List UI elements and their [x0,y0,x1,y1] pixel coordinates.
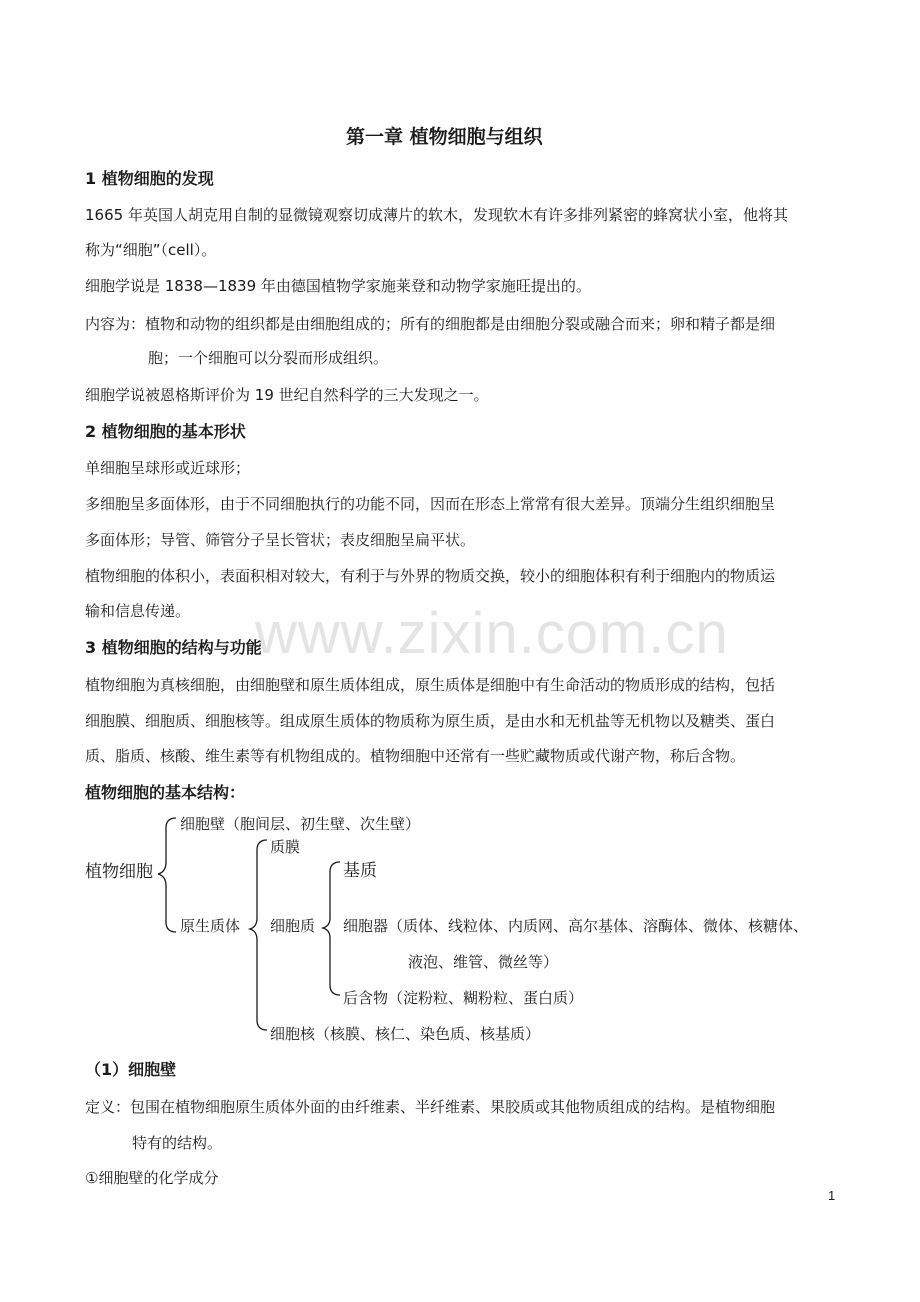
section-4-heading: （1）细胞壁 [85,1060,177,1079]
chapter-title: 第一章 植物细胞与组织 [346,126,543,148]
section-1-heading: 1 植物细胞的发现 [85,169,214,188]
root-brace [158,818,176,932]
s2-paragraph-2-line-2: 多面体形；导管、筛管分子呈长管状；表皮细胞呈扁平状。 [85,531,476,549]
list-item-1: ①细胞壁的化学成分 [85,1169,219,1187]
s1-paragraph-3-line-2: 胞；一个细胞可以分裂而形成组织。 [148,349,389,367]
s1-paragraph-1-line-1: 1665 年英国人胡克用自制的显微镜观察切成薄片的软木，发现软木有许多排列紧密的蜂窝状小室，他将其 [85,206,788,224]
s2-paragraph-3-line-2: 输和信息传递。 [85,602,191,620]
s2-paragraph-3-line-1: 植物细胞的体积小，表面积相对较大，有利于与外界的物质交换，较小的细胞体积有利于细胞内的物质运 [85,567,776,585]
ergastic-node: 后含物（淀粉粒、糊粉粒、蛋白质） [343,989,584,1007]
cytoplasm-node: 细胞质 [270,917,316,935]
s2-paragraph-2-line-1: 多细胞呈多面体形，由于不同细胞执行的功能不同，因而在形态上常常有很大差异。顶端分生组织细胞呈 [85,495,776,513]
s1-paragraph-3-line-1: 内容为：植物和动物的组织都是由细胞组成的；所有的细胞都是由细胞分裂或融合而来；卵和精子都是细 [85,315,776,333]
organelles-node-line-1: 细胞器（质体、线粒体、内质网、高尔基体、溶酶体、微体、核糖体、 [343,917,809,935]
page-number: 1 [828,1188,836,1203]
structure-heading: 植物细胞的基本结构： [85,783,246,802]
s1-paragraph-2: 细胞学说是 1838—1839 年由德国植物学家施莱登和动物学家施旺提出的。 [85,277,591,295]
nucleus-node: 细胞核（核膜、核仁、染色质、核基质） [270,1025,541,1043]
watermark: www.zixin.com.cn [255,601,729,666]
organelles-node-line-2: 液泡、维管、微丝等） [408,953,559,971]
matrix-node: 基质 [343,861,377,881]
plant-cell-root-node: 植物细胞 [85,862,153,882]
s3-paragraph-line-1: 植物细胞为真核细胞，由细胞壁和原生质体组成，原生质体是细胞中有生命活动的物质形成的结构，包括 [85,676,776,694]
section-2-heading: 2 植物细胞的基本形状 [85,422,246,441]
definition-line-2: 特有的结构。 [132,1134,223,1152]
definition-line-1: 定义：包围在植物细胞原生质体外面的由纤维素、半纤维素、果胶质或其他物质组成的结构。是植物细胞 [85,1098,776,1116]
membrane-node: 质膜 [270,838,301,856]
cell-wall-node: 细胞壁（胞间层、初生壁、次生壁） [180,815,421,833]
cytoplasm-brace [323,862,340,995]
s3-paragraph-line-3: 质、脂质、核酸、维生素等有机物组成的。植物细胞中还常有一些贮藏物质或代谢产物，称后含物。 [85,747,746,765]
s1-paragraph-1-line-2: 称为“细胞”（cell）。 [85,241,217,259]
protoplast-node: 原生质体 [180,917,241,935]
s2-paragraph-1: 单细胞呈球形或近球形； [85,459,251,477]
section-3-heading: 3 植物细胞的结构与功能 [85,638,262,657]
s3-paragraph-line-2: 细胞膜、细胞质、细胞核等。组成原生质体的物质称为原生质，是由水和无机盐等无机物以及糖类、蛋白 [85,712,776,730]
s1-paragraph-4: 细胞学说被恩格斯评价为 19 世纪自然科学的三大发现之一。 [85,386,489,404]
protoplast-brace [250,840,267,1030]
